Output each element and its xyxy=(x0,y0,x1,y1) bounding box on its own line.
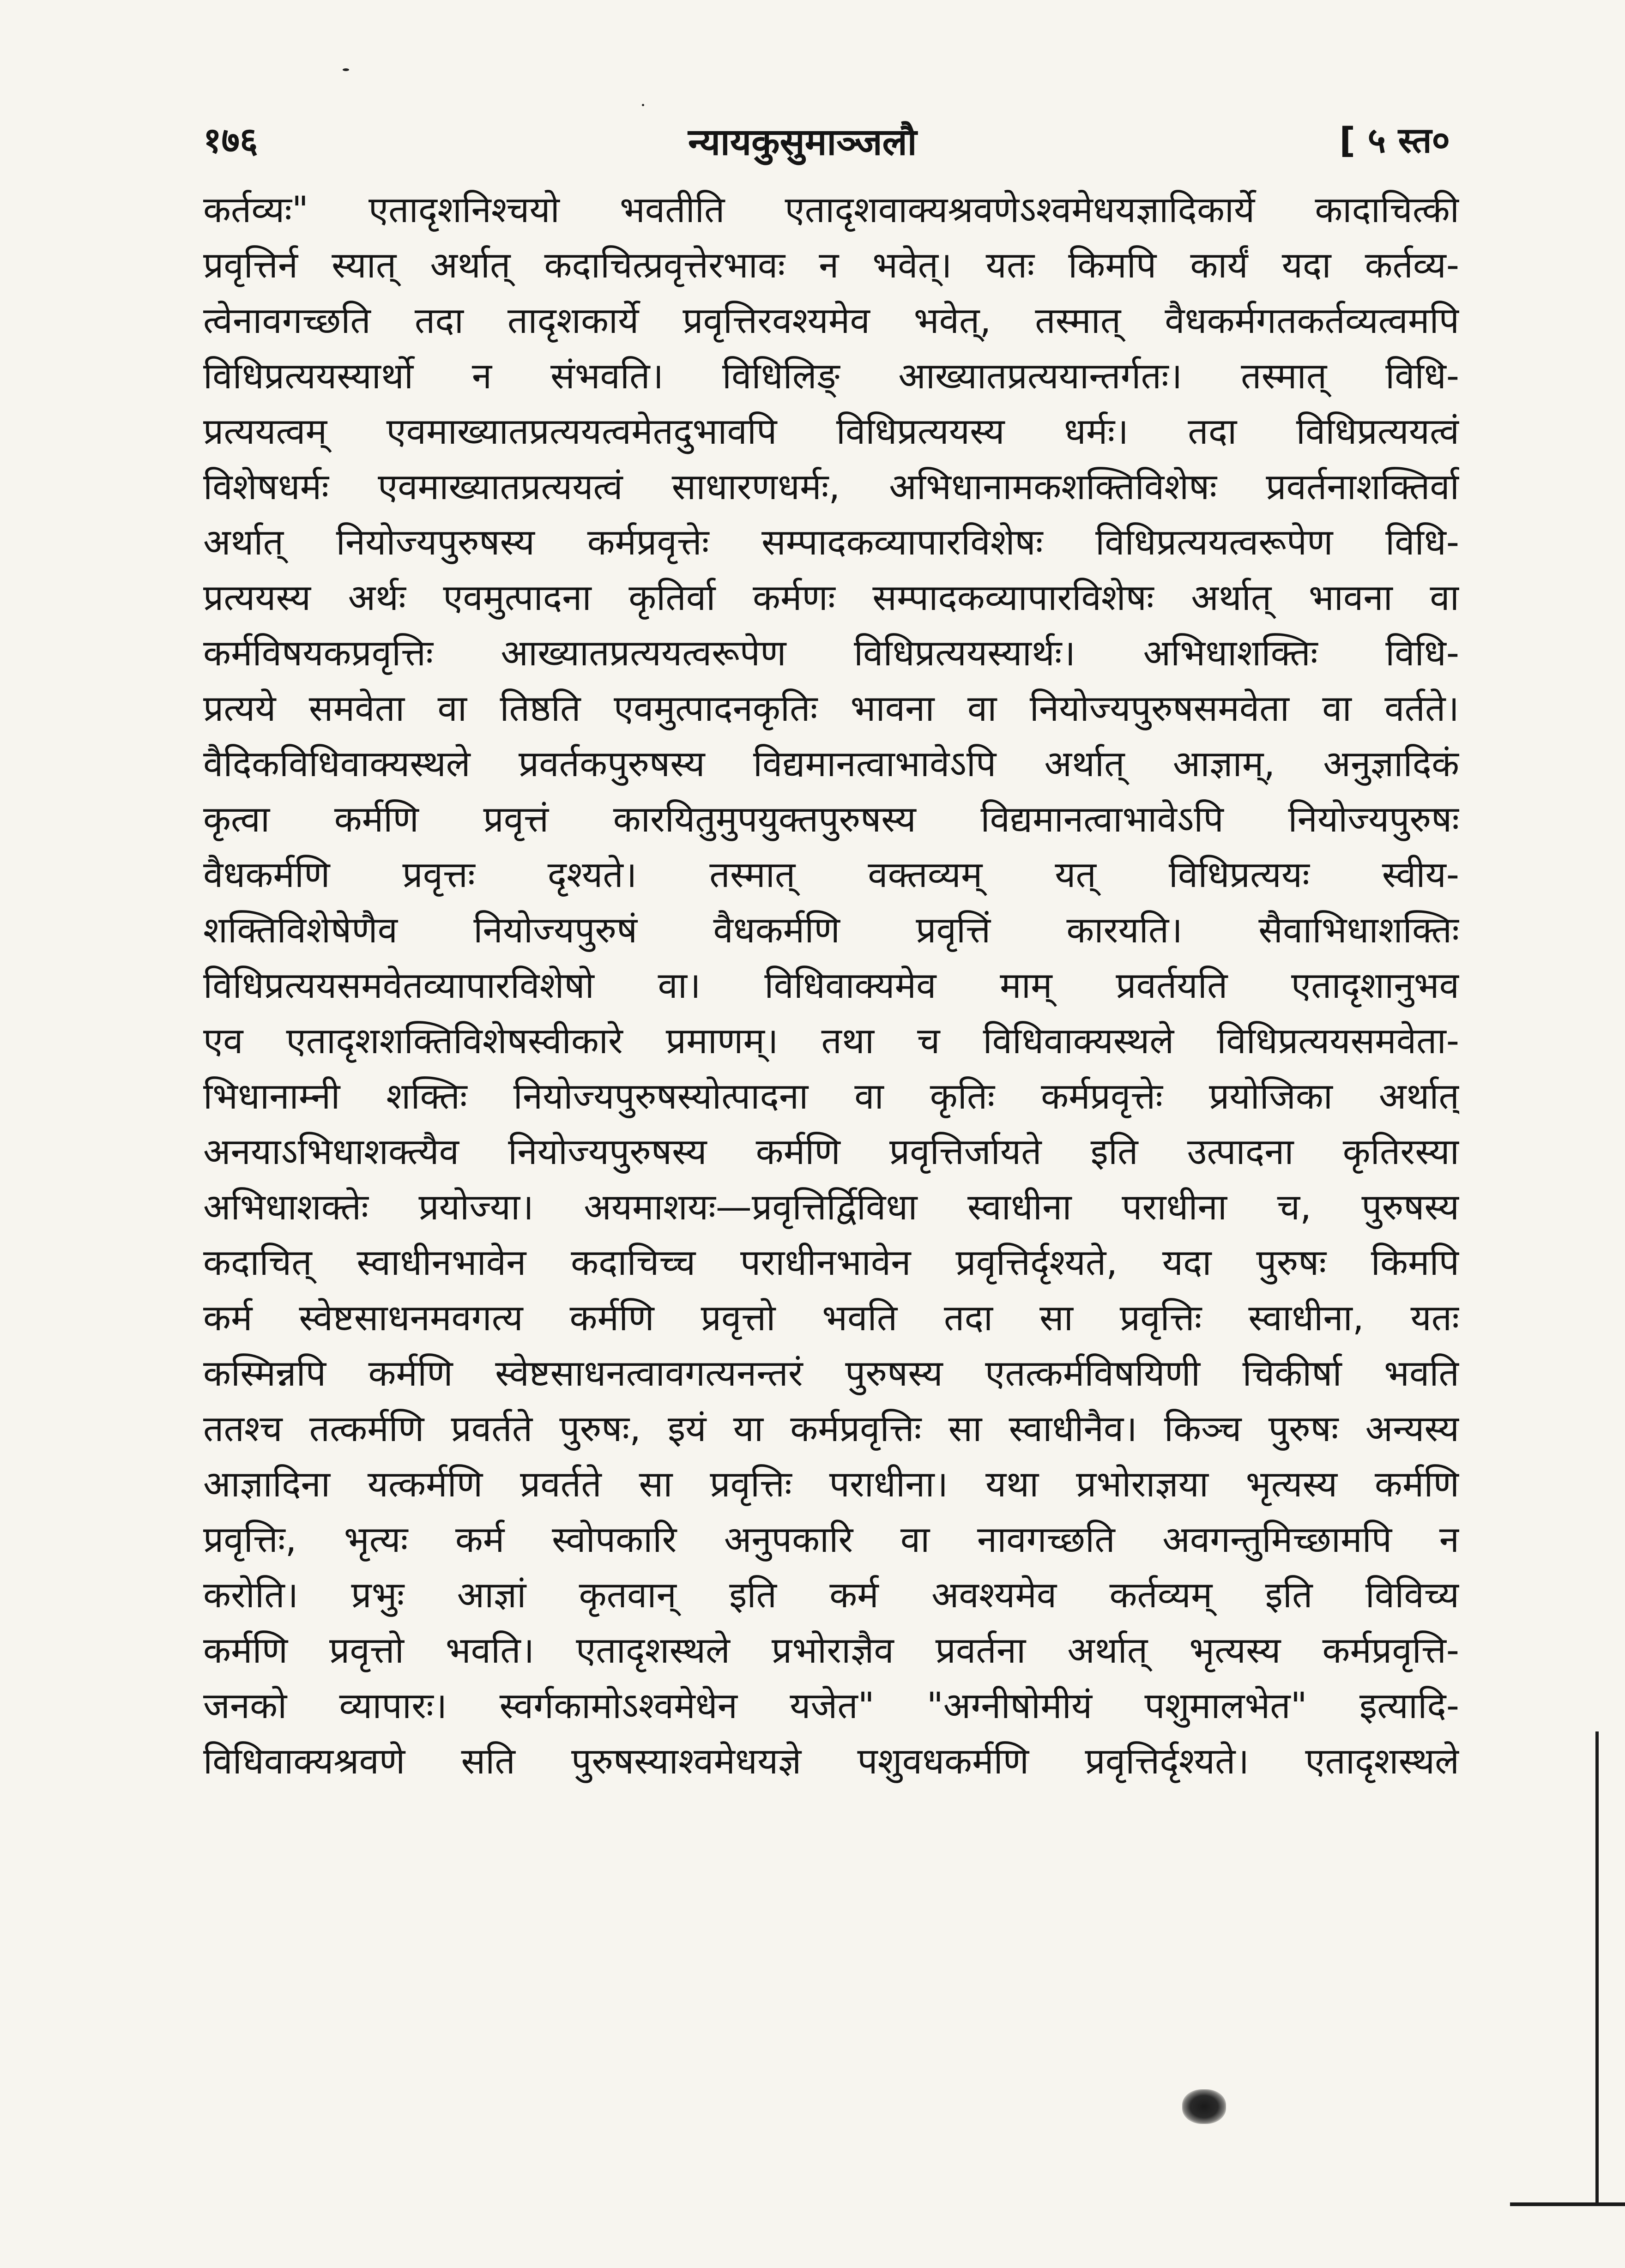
text-line: कस्मिन्नपि कर्मणि स्वेष्टसाधनत्वावगत्यनन्तरं पुरुषस्य एतत्कर्मविषयिणी चिकीर्षा भवति xyxy=(203,1353,1459,1394)
page-number: १७६ xyxy=(203,120,258,161)
binding-edge-vertical xyxy=(1595,1731,1599,2205)
text-line: त्वेनावगच्छति तदा तादृशकार्ये प्रवृत्तिरवश्यमेव भवेत्, तस्मात् वैधकर्मगतकर्तव्यत्वमपि xyxy=(203,300,1459,342)
text-line: वैदिकविधिवाक्यस्थले प्रवर्तकपुरुषस्य विद्यमानत्वाभावेऽपि अर्थात् आज्ञाम्, अनुज्ञादिकं xyxy=(203,743,1459,785)
text-line: जनको व्यापारः। स्वर्गकामोऽश्वमेधेन यजेत" "अग्नीषोमीयं पशुमालभेत" इत्यादि- xyxy=(203,1685,1459,1727)
text-line: कर्मणि प्रवृत्तो भवति। एतादृशस्थले प्रभोराज्ञैव प्रवर्तना अर्थात् भृत्यस्य कर्मप्रवृत्ति- xyxy=(203,1630,1459,1671)
text-line: अभिधाशक्तेः प्रयोज्या। अयमाशयः—प्रवृत्तिर्द्विविधा स्वाधीना पराधीना च, पुरुषस्य xyxy=(203,1187,1459,1228)
ink-blot xyxy=(1182,2089,1226,2124)
text-line: प्रत्ययस्य अर्थः एवमुत्पादना कृतिर्वा कर्मणः सम्पादकव्यापारविशेषः अर्थात् भावना वा xyxy=(203,577,1459,619)
page-header xyxy=(203,115,1450,171)
text-line: विधिप्रत्ययस्यार्थो न संभवति। विधिलिङ् आख्यातप्रत्ययान्तर्गतः। तस्मात् विधि- xyxy=(203,356,1459,397)
text-line: आज्ञादिना यत्कर्मणि प्रवर्तते सा प्रवृत्तिः पराधीना। यथा प्रभोराज्ञया भृत्यस्य कर्मणि xyxy=(203,1464,1459,1505)
running-title: न्यायकुसुमाञ्जलौ xyxy=(688,121,917,163)
stray-mark xyxy=(343,68,349,71)
text-line: भिधानाम्नी शक्तिः नियोज्यपुरुषस्योत्पादना वा कृतिः कर्मप्रवृत्तेः प्रयोजिका अर्थात् xyxy=(203,1076,1459,1117)
section-reference: [ ५ स्त० xyxy=(1339,120,1450,161)
binding-edge-horizontal xyxy=(1510,2202,1625,2206)
text-line: प्रवृत्तिर्न स्यात् अर्थात् कदाचित्प्रवृत्तेरभावः न भवेत्। यतः किमपि कार्यं यदा कर्तव्य- xyxy=(203,245,1459,286)
text-line: अर्थात् नियोज्यपुरुषस्य कर्मप्रवृत्तेः सम्पादकव्यापारविशेषः विधिप्रत्ययत्वरूपेण विधि- xyxy=(203,522,1459,563)
text-line: कर्म स्वेष्टसाधनमवगत्य कर्मणि प्रवृत्तो भवति तदा सा प्रवृत्तिः स्वाधीना, यतः xyxy=(203,1297,1459,1339)
body-text xyxy=(203,182,1459,1789)
text-line: कदाचित् स्वाधीनभावेन कदाचिच्च पराधीनभावेन प्रवृत्तिर्दृश्यते, यदा पुरुषः किमपि xyxy=(203,1242,1459,1284)
stray-mark xyxy=(642,104,644,106)
text-line: प्रवृत्तिः, भृत्यः कर्म स्वोपकारि अनुपकारि वा नावगच्छति अवगन्तुमिच्छामपि न xyxy=(203,1519,1459,1561)
text-line: ततश्च तत्कर्मणि प्रवर्तते पुरुषः, इयं या कर्मप्रवृत्तिः सा स्वाधीनैव। किञ्च पुरुषः अन्यस्य xyxy=(203,1408,1459,1450)
text-line: विशेषधर्मः एवमाख्यातप्रत्ययत्वं साधारणधर्मः, अभिधानामकशक्तिविशेषः प्रवर्तनाशक्तिर्वा xyxy=(203,466,1459,508)
text-line: प्रत्ययत्वम् एवमाख्यातप्रत्ययत्वमेतदुभावपि विधिप्रत्ययस्य धर्मः। तदा विधिप्रत्ययत्वं xyxy=(203,411,1459,452)
text-line: प्रत्यये समवेता वा तिष्ठति एवमुत्पादनकृतिः भावना वा नियोज्यपुरुषसमवेता वा वर्तते। xyxy=(203,688,1459,730)
text-line: अनयाऽभिधाशक्त्यैव नियोज्यपुरुषस्य कर्मणि प्रवृत्तिर्जायते इति उत्पादना कृतिरस्या xyxy=(203,1131,1459,1173)
text-line: विधिप्रत्ययसमवेतव्यापारविशेषो वा। विधिवाक्यमेव माम् प्रवर्तयति एतादृशानुभव xyxy=(203,965,1459,1007)
text-line: विधिवाक्यश्रवणे सति पुरुषस्याश्वमेधयज्ञे पशुवधकर्मणि प्रवृत्तिर्दृश्यते। एतादृशस्थले xyxy=(203,1741,1459,1782)
text-line: कृत्वा कर्मणि प्रवृत्तं कारयितुमुपयुक्तपुरुषस्य विद्यमानत्वाभावेऽपि नियोज्यपुरुषः xyxy=(203,799,1459,840)
text-line: शक्तिविशेषेणैव नियोज्यपुरुषं वैधकर्मणि प्रवृत्तिं कारयति। सैवाभिधाशक्तिः xyxy=(203,910,1459,951)
text-line: एव एतादृशशक्तिविशेषस्वीकारे प्रमाणम्। तथा च विधिवाक्यस्थले विधिप्रत्ययसमवेता- xyxy=(203,1020,1459,1062)
text-line: करोति। प्रभुः आज्ञां कृतवान् इति कर्म अवश्यमेव कर्तव्यम् इति विविच्य xyxy=(203,1574,1459,1616)
text-line: कर्तव्यः" एतादृशनिश्चयो भवतीति एतादृशवाक्यश्रवणेऽश्वमेधयज्ञादिकार्ये कादाचित्की xyxy=(203,189,1459,231)
text-line: कर्मविषयकप्रवृत्तिः आख्यातप्रत्ययत्वरूपेण विधिप्रत्ययस्यार्थः। अभिधाशक्तिः विधि- xyxy=(203,633,1459,674)
text-line: वैधकर्मणि प्रवृत्तः दृश्यते। तस्मात् वक्तव्यम् यत् विधिप्रत्ययः स्वीय- xyxy=(203,854,1459,896)
